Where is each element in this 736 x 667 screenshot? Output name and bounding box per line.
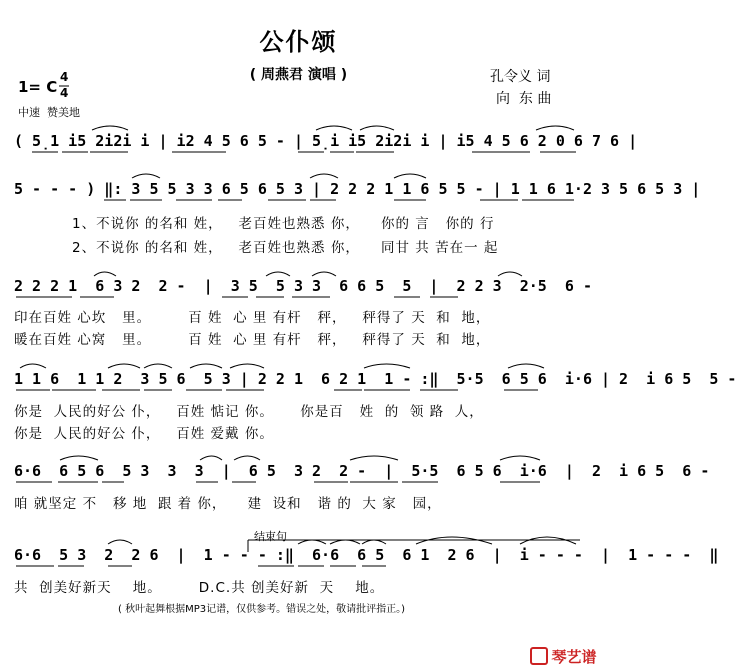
site-logo: [520, 628, 596, 667]
notation-row-2: 5 - - - ) ‖: 3 5 5 3 3 6 5 6 5 3 | 2 2 2 1 1 6 5 5 - | 1 1 6 1·2 3 5 6 5 3 |: [14, 180, 701, 198]
key-signature: 1= C: [18, 78, 58, 96]
notation-row-3: 2 2 2 1 6 3 2 2 - | 3 5 5 3 3 6 6 5 5 | 2 2 3 2·5 6 -: [14, 277, 592, 295]
time-signature-bottom: 4: [60, 86, 69, 100]
lyric-row-3-verse-2: 暖在百姓 心窝 里。 百 姓 心 里 有杆 秤， 秤得了 天 和 地，: [14, 332, 491, 348]
lyricist-credit: 孔令义 词: [490, 69, 551, 85]
notation-row-5: 6·6 6 5 6 5 3 3 3 | 6 5 3 2 2 - | 5·5 6 5 6 i·6 | 2 i 6 5 6 -: [14, 462, 710, 480]
lyric-row-6: 共 创美好新天 地。 D.C.共 创美好新 天 地。: [14, 580, 385, 596]
ending-section-label: 结束句: [254, 530, 287, 543]
logo-text: 琴艺谱: [551, 648, 597, 666]
lyric-row-2-verse-2: 2、不说你 的名和 姓， 老百姓也熟悉 你， 同甘 共 苦在一 起: [72, 240, 499, 256]
song-title: 公仆颂: [259, 28, 338, 56]
logo-icon: [530, 647, 548, 665]
lyric-row-3-verse-1: 印在百姓 心坎 里。 百 姓 心 里 有杆 秤， 秤得了 天 和 地，: [14, 310, 491, 326]
tempo-marking: 中速 赞美地: [18, 106, 80, 119]
notation-row-4: 1 1 6 1 1 2 3 5 6 5 3 | 2 2 1 6 2 1 1 - :‖ 5·5 6 5 6 i·6 | 2 i 6 5 5 -: [14, 370, 736, 388]
transcription-footnote: ( 秋叶起舞根据MP3记谱，仅供参考。错误之处，敬请批评指正。): [118, 604, 406, 615]
composer-credit: 向 东 曲: [496, 91, 552, 107]
lyric-row-4-verse-1: 你是 人民的好公 仆， 百姓 惦记 你。 你是百 姓 的 领 路 人，: [14, 404, 484, 420]
lyric-row-4-verse-2: 你是 人民的好公 仆， 百姓 爱戴 你。: [14, 426, 274, 442]
singer-credit: ( 周燕君 演唱 ): [249, 67, 348, 83]
lyric-row-5: 咱 就坚定 不 移 地 跟 着 你， 建 设和 谐 的 大 家 园，: [14, 496, 442, 512]
time-signature-top: 4: [60, 70, 69, 84]
lyric-row-2-verse-1: 1、不说你 的名和 姓， 老百姓也熟悉 你， 你的 言 你的 行: [72, 216, 495, 232]
notation-row-6: 6·6 5 3 2 2 6 | 1 - - - :‖ 6·6 6 5 6 1 2 6 | i - - - | 1 - - - ‖: [14, 546, 719, 564]
notation-row-1: ( 5̣1 i5 2i2i i | i2 4 5 6 5 - | 5̣i i5 2i2i i | i5 4 5 6 2 0 6 7 6 |: [14, 132, 638, 150]
